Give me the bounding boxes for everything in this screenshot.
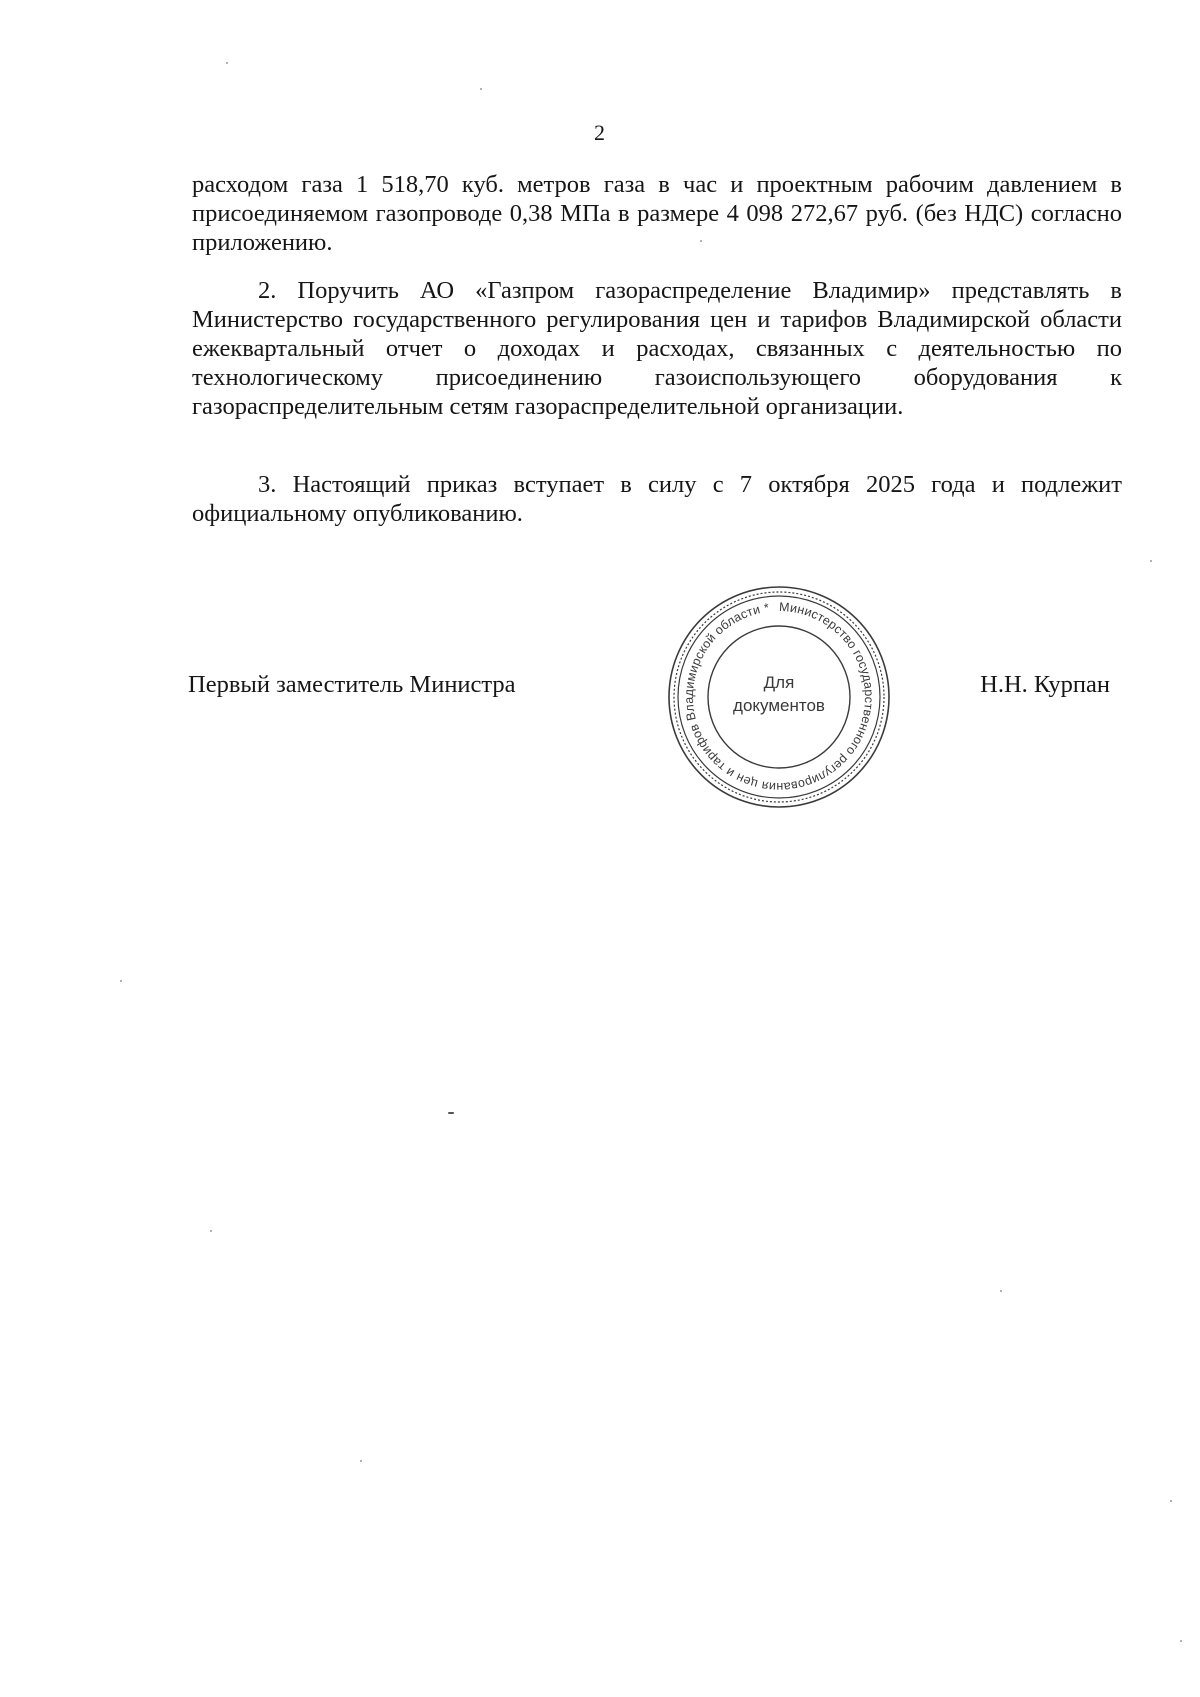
scan-speck (448, 1112, 454, 1114)
paragraph-2: 2. Поручить АО «Газпром газораспределение Владимир» представлять в Министерство государственного регулирования цен и тарифов Владимирской области ежеквартальный отчет о доходах и расходах, связанных с деятельностью по технологическому присоединению газоиспользующего оборудования к газораспределительным сетям газораспределительной организации. (192, 277, 1122, 420)
official-seal (666, 584, 892, 810)
seal-ring-text: Министерство государственного регулирования цен и тарифов Владимирской области * (681, 599, 877, 795)
scan-speck (360, 1460, 362, 1462)
scan-speck (1150, 560, 1152, 562)
scan-speck (226, 62, 228, 64)
scan-speck (700, 240, 702, 242)
seal-graphic (666, 584, 892, 810)
scan-speck (210, 1230, 212, 1232)
scan-speck (1170, 1500, 1172, 1502)
seal-center-line-1: Для (763, 673, 795, 692)
paragraph-3: 3. Настоящий приказ вступает в силу с 7 октября 2025 года и подлежит официальному опубликованию. (192, 471, 1122, 527)
scan-speck (1180, 1640, 1182, 1642)
paragraph-1: расходом газа 1 518,70 куб. метров газа в час и проектным рабочим давлением в присоединяемом газопроводе 0,38 МПа в размере 4 098 272,67 руб. (без НДС) согласно приложению. (192, 171, 1122, 256)
signer-position: Первый заместитель Министра (188, 671, 516, 698)
scan-speck (480, 88, 482, 90)
scan-speck (1000, 1290, 1002, 1292)
page-number: 2 (594, 120, 606, 145)
signer-name: Н.Н. Курпан (980, 671, 1110, 698)
scan-speck (120, 980, 122, 982)
seal-center-line-2: документов (733, 696, 825, 715)
